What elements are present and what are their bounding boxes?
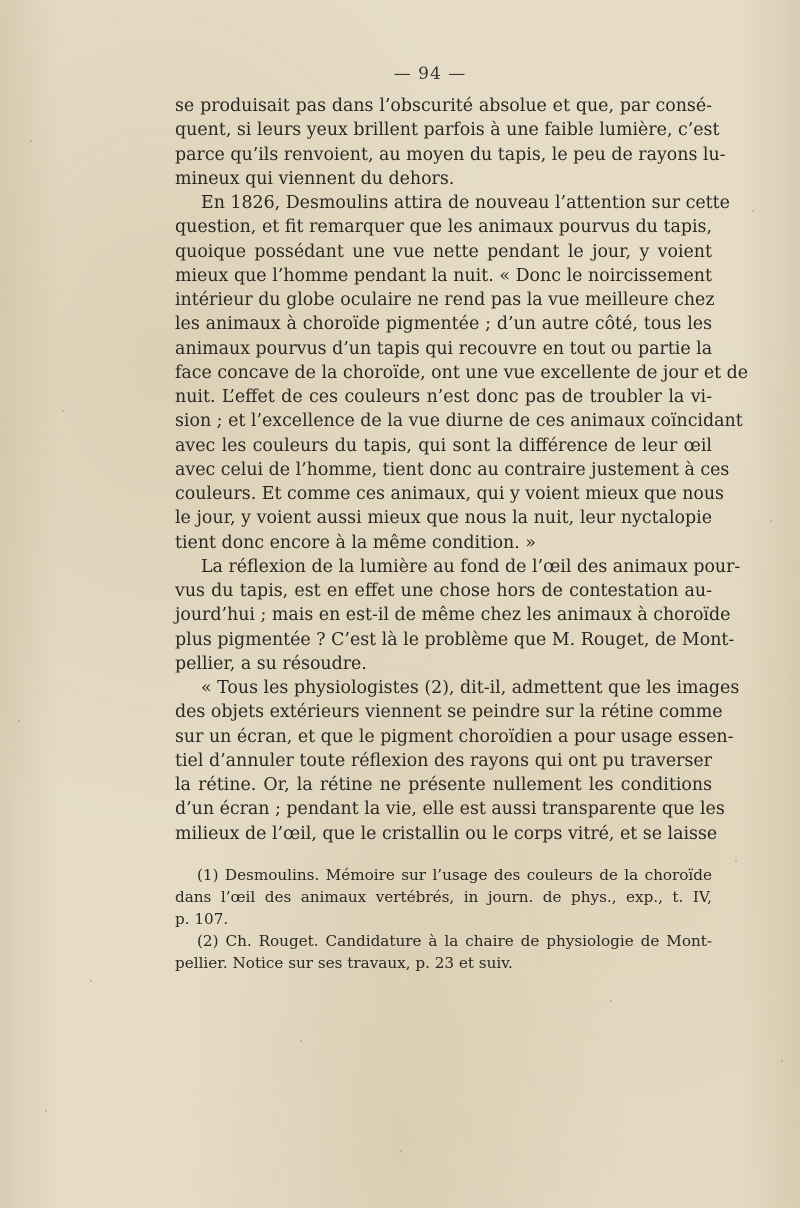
footnote-line: p. 107.	[175, 910, 229, 928]
text-line: tiel d’annuler toute réflexion des rayons qui ont pu traverser	[175, 750, 712, 771]
text-line: face concave de la choroïde, ont une vue excellente de jour et de	[175, 362, 749, 383]
text-line: mineux qui viennent du dehors.	[175, 168, 455, 189]
text-line: La réflexion de la lumière au fond de l’œil des animaux pour-	[201, 556, 741, 577]
paragraph	[175, 94, 726, 191]
footnote-line: dans l’œil des animaux vertébrés, in journ. de phys., exp., t. IV,	[175, 888, 712, 906]
body-text	[175, 94, 749, 846]
footnote	[175, 864, 712, 930]
text-line: tient donc encore à la même condition. »	[175, 532, 536, 553]
text-line: plus pigmentée ? C’est là le problème que M. Rouget, de Mont-	[175, 629, 735, 650]
paragraph	[175, 676, 740, 846]
text-line: pellier, a su résoudre.	[175, 653, 367, 674]
text-line: milieux de l’œil, que le cristallin ou le corps vitré, et se laisse	[175, 823, 718, 844]
paragraph	[175, 191, 749, 555]
text-line: d’un écran ; pendant la vie, elle est aussi transparente que les	[175, 799, 725, 820]
footnotes	[175, 864, 712, 974]
text-line: le jour, y voient aussi mieux que nous la nuit, leur nyctalopie	[175, 508, 712, 529]
text-line: jourd’hui ; mais en est-il de même chez les animaux à choroïde	[175, 605, 731, 626]
text-line: la rétine. Or, la rétine ne présente nullement les conditions	[175, 775, 712, 795]
text-line: se produisait pas dans l’obscurité absolue et que, par consé-	[175, 96, 712, 116]
text-line: animaux pourvus d’un tapis qui recouvre en tout ou partie la	[175, 338, 713, 359]
text-line: question, et fit remarquer que les animaux pourvus du tapis,	[175, 217, 712, 238]
text-line: avec celui de l’homme, tient donc au contraire justement à ces	[175, 459, 730, 480]
footnote-line: (1) Desmoulins. Mémoire sur l’usage des couleurs de la choroïde	[197, 866, 712, 884]
text-line: les animaux à choroïde pigmentée ; d’un autre côté, tous les	[175, 314, 712, 335]
text-line: sion ; et l’excellence de la vue diurne de ces animaux coïncidant	[175, 411, 743, 432]
page-number: — 94 —	[393, 64, 467, 84]
text-line: mieux que l’homme pendant la nuit. « Donc le noircissement	[175, 265, 712, 286]
footnote-line: pellier. Notice sur ses travaux, p. 23 et suiv.	[175, 954, 513, 972]
text-line: sur un écran, et que le pigment choroïdien a pour usage essen-	[175, 726, 734, 747]
text-line: En 1826, Desmoulins attira de nouveau l’attention sur cette	[201, 193, 730, 213]
text-line: vus du tapis, est en effet une chose hors de contestation au-	[175, 581, 712, 601]
text-line: nuit. L’effet de ces couleurs n’est donc pas de troubler la vi-	[175, 387, 712, 407]
text-line: des objets extérieurs viennent se peindre sur la rétine comme	[175, 702, 723, 723]
text-line: parce qu’ils renvoient, au moyen du tapis, le peu de rayons lu-	[175, 144, 726, 165]
footnote	[175, 930, 712, 974]
footnote-line: (2) Ch. Rouget. Candidature à la chaire de physiologie de Mont-	[197, 932, 712, 950]
paragraph	[175, 555, 741, 676]
text-line: « Tous les physiologistes (2), dit-il, admettent que les images	[201, 678, 740, 698]
text-line: intérieur du globe oculaire ne rend pas la vue meilleure chez	[175, 290, 715, 310]
text-line: quoique possédant une vue nette pendant le jour, y voient	[175, 241, 712, 262]
text-line: avec les couleurs du tapis, qui sont la différence de leur œil	[175, 435, 712, 456]
text-line: couleurs. Et comme ces animaux, qui y voient mieux que nous	[175, 484, 724, 504]
text-line: quent, si leurs yeux brillent parfois à une faible lumière, c’est	[175, 120, 720, 141]
